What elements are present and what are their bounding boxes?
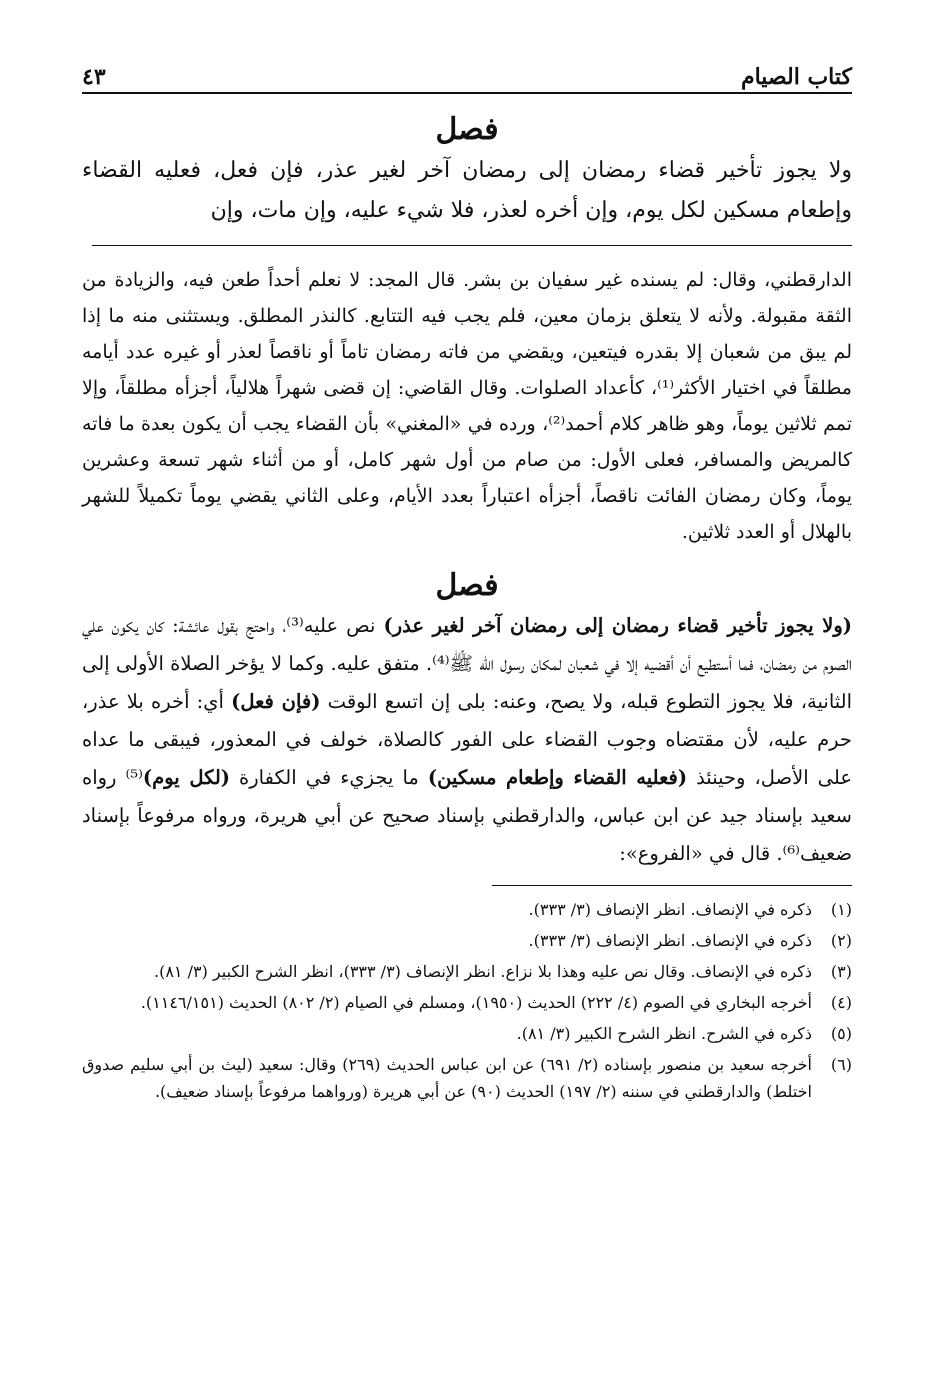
footnote-number: (٢) <box>830 931 852 950</box>
footnotes <box>82 896 852 1105</box>
footnote <box>82 896 852 923</box>
commentary-segment-4: ⁽⁵⁾ رواه سعيد بإسناد جيد عن ابن عباس، والدارقطني بإسناد صحيح عن أبي هريرة، ورواه مرفوعاً بإسناد ضعيف⁽⁶⁾. قال في «الفروع»: <box>82 766 852 865</box>
footnote <box>82 1051 852 1105</box>
matn-quote-1: (ولا يجوز تأخير قضاء رمضان إلى رمضان آخر لغير عذر) <box>383 614 852 637</box>
commentary-segment-2: أي: أخره بلا عذر، حرم عليه، لأن مقتضاه وجوب القضاء على الفور كالصلاة، خولف في المعذور، فيبقى ما عداه على الأصل، وحينئذ <box>82 690 852 789</box>
footnote-text: أخرجه سعيد بن منصور بإسناده (٢/ ٦٩١) عن ابن عباس الحديث (٢٦٩) وقال: سعيد (ليث بن أبي سليم صدوق اختلط) والدارقطني في سننه (٢/ ١٩٧) الحديث (٩٠) عن أبي هريرة (ورواهما مرفوعاً بإسناد ضعيف). <box>82 1055 812 1101</box>
footnote <box>82 1020 852 1047</box>
commentary-segment-3: ما يجزيء في الكفارة <box>230 766 428 789</box>
matn-quote-2: (فإن فعل) <box>231 690 321 713</box>
footnote-number: (٥) <box>830 1024 852 1043</box>
footnote-text: ذكره في الشرح. انظر الشرح الكبير (٣/ ٨١). <box>516 1024 812 1043</box>
footnote-text: ذكره في الإنصاف. وقال نص عليه وهذا بلا نزاع. انظر الإنصاف (٣/ ٣٣٣)، انظر الشرح الكبير (٣/ ٨١). <box>153 962 812 981</box>
page-number: ٤٣ <box>82 64 106 90</box>
separator-rule <box>92 245 852 246</box>
footnote <box>82 927 852 954</box>
commentary-segment-1: نص عليه⁽³⁾، واحتج بقول عائشة: كان يكون علي الصوم من رمضان، فما أستطيع أن أقضيه إلا في شعبان لمكان رسول الله ﷺ⁽⁴⁾. متفق عليه. وكما لا يؤخر الصلاة الأولى إلى الثانية، فلا يجوز التطوع قبله، ولا يصح، وعنه: بلى إن اتسع الوقت <box>82 614 853 713</box>
running-header <box>82 54 852 94</box>
footnote-rule <box>492 885 852 886</box>
footnote-text: ذكره في الإنصاف. انظر الإنصاف (٣/ ٣٣٣). <box>528 900 812 919</box>
commentary-text: الدارقطني، وقال: لم يسنده غير سفيان بن بشر. قال المجد: لا نعلم أحداً طعن فيه، والزيادة من الثقة مقبولة. ولأنه لا يتعلق بزمان معين، فلم يجب فيه التتابع. كالنذر المطلق. ويستثنى منه ما إذا لم يبق من شعبان إلا بقدره فيتعين، ويقضي من فاته رمضان تاماً أو ناقصاً لعذر أو غيره عدد أيامه مطلقاً في اختيار الأكثر⁽¹⁾، كأعداد الصلوات. وقال القاضي: إن قضى شهراً هلالياً، أجزأه مطلقاً، وإلا تمم ثلاثين يوماً، وهو ظاهر كلام أحمد⁽²⁾، ورده في «المغني» بأن القضاء يجب أن يكون بعدة ما فاته كالمريض والمسافر، فعلى الأول: من صام من أول شهر كامل، أو من أثناء شهر تسعة وعشرين يوماً، وكان رمضان الفائت ناقصاً، أجزأه اعتباراً بعدد الأيام، وعلى الثاني يقضي يوماً تكميلاً للشهر بالهلال أو العدد ثلاثين. <box>82 269 852 543</box>
footnote <box>82 958 852 985</box>
section-heading-1: فصل <box>435 112 499 147</box>
footnote-number: (١) <box>830 900 852 919</box>
matn-quote-4: (لكل يوم) <box>142 766 231 789</box>
footnote-number: (٦) <box>830 1055 852 1074</box>
page <box>82 54 852 1109</box>
footnote-number: (٣) <box>830 962 852 981</box>
footnote <box>82 989 852 1016</box>
running-header-title: كتاب الصيام <box>740 64 852 90</box>
footnote-text: أخرجه البخاري في الصوم (٤/ ٢٢٢) الحديث (١٩٥٠)، ومسلم في الصيام (٢/ ٨٠٢) الحديث (١١٤٦/١٥١). <box>140 993 812 1012</box>
main-text: ولا يجوز تأخير قضاء رمضان إلى رمضان آخر لغير عذر، فإن فعل، فعليه القضاء وإطعام مسكين لكل يوم، وإن أخره لعذر، فلا شيء عليه، وإن مات، وإن <box>82 158 852 223</box>
footnote-text: ذكره في الإنصاف. انظر الإنصاف (٣/ ٣٣٣). <box>528 931 812 950</box>
section-heading-2: فصل <box>435 568 499 603</box>
commentary-paragraph-2 <box>82 607 852 873</box>
matn-quote-3: (فعليه القضاء وإطعام مسكين) <box>427 766 688 789</box>
footnote-number: (٤) <box>830 993 852 1012</box>
